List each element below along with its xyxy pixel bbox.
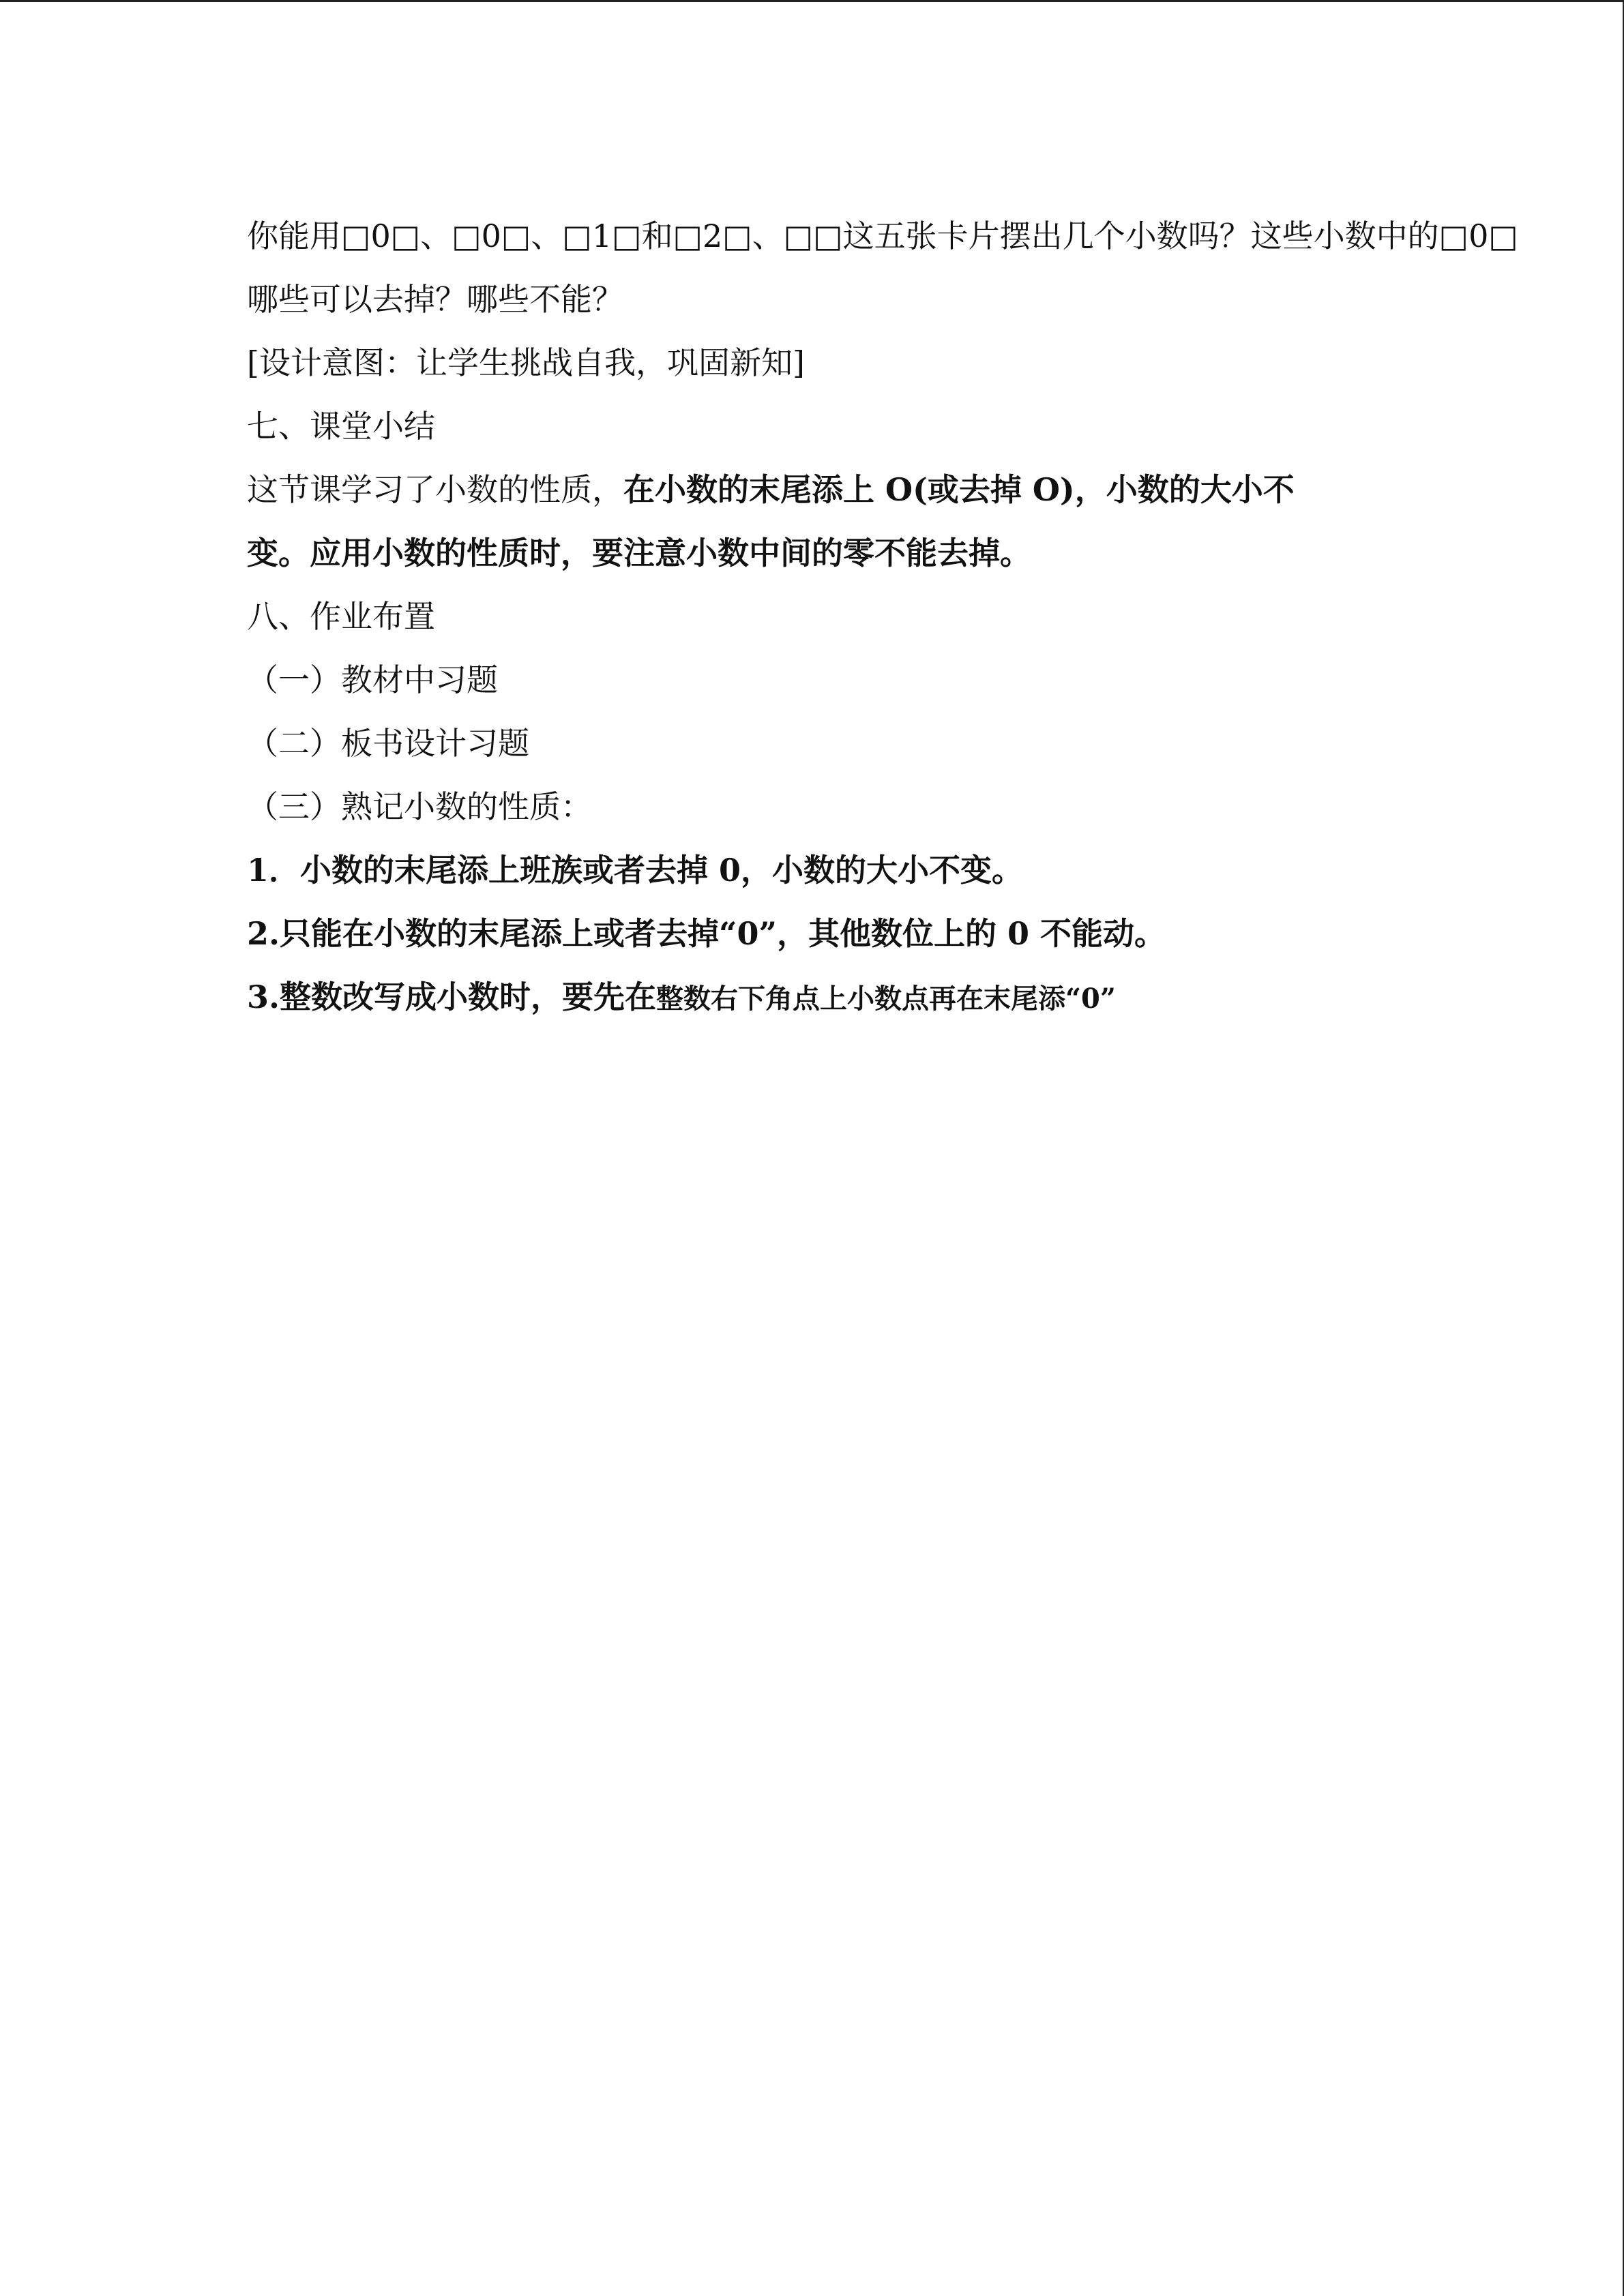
property-rule-1: 1．小数的末尾添上班族或者去掉 0，小数的大小不变。 xyxy=(247,852,1024,889)
exercise-question-line-1: 你能用□0□、□0□、□1□和□2□、□□这五张卡片摆出几个小数吗？这些小数中的□0□ xyxy=(247,218,1518,254)
summary-line-1-bold: 在小数的末尾添上 O(或去掉 O)，小数的大小不 xyxy=(623,471,1295,508)
property-rule-3 xyxy=(247,966,1379,1029)
homework-item-2: （二）板书设计习题 xyxy=(247,725,529,762)
section-heading-summary: 七、课堂小结 xyxy=(247,408,435,445)
property-rule-2: 2.只能在小数的末尾添上或者去掉“0”，其他数位上的 0 不能动。 xyxy=(247,915,1166,952)
page-top-border xyxy=(0,0,1624,2)
summary-line-2: 变。应用小数的性质时，要注意小数中间的零不能去掉。 xyxy=(247,535,1031,571)
property-rule-3-small: 整数右下角点上小数点再在末尾添“0” xyxy=(656,983,1116,1015)
design-intent-note: [设计意图：让学生挑战自我，巩固新知] xyxy=(247,344,805,381)
exercise-question-line-2: 哪些可以去掉？哪些不能？ xyxy=(247,281,623,318)
summary-line-1 xyxy=(247,458,1379,522)
homework-item-1: （一）教材中习题 xyxy=(247,661,498,698)
property-rule-3-main: 3.整数改写成小数时，要先在 xyxy=(247,979,657,1015)
section-heading-homework: 八、作业布置 xyxy=(247,598,435,635)
document-body xyxy=(247,205,1518,1029)
homework-item-3: （三）熟记小数的性质： xyxy=(247,788,592,825)
summary-line-1-normal: 这节课学习了小数的性质， xyxy=(247,471,623,508)
